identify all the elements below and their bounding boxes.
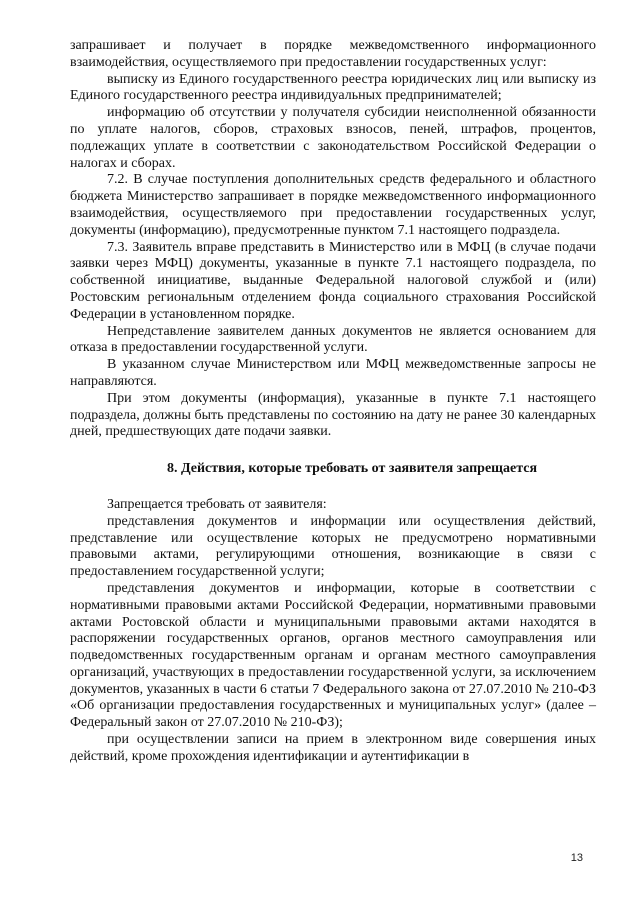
paragraph: информацию об отсутствии у получателя субсидии неисполненной обязанности по уплате налогов, сборов, страховых взносов, пеней, штрафов, процентов, подлежащих уплате в соответствии с законодательством Российской Федерации о налогах и сборах. — [70, 105, 596, 171]
paragraph: Запрещается требовать от заявителя: — [107, 496, 327, 512]
paragraph: 7.3. Заявитель вправе представить в Министерство или в МФЦ (в случае подачи заявки через МФЦ) документы, указанные в пункте 7.1 настоящего подраздела, по собственной инициативе, выданные Федеральной налоговой службой и (или) Ростовским региональным отделением фонда социального страхования Российской Федерации в установленном порядке. — [70, 239, 596, 322]
paragraph: В указанном случае Министерством или МФЦ межведомственные запросы не направляются. — [70, 357, 596, 389]
section-heading: 8. Действия, которые требовать от заявителя запрещается — [166, 461, 538, 477]
paragraph: выписку из Единого государственного реестра юридических лиц или выписку из Единого государственного реестра индивидуальных предпринимателей; — [70, 71, 596, 104]
paragraph: 7.2. В случае поступления дополнительных средств федерального и областного бюджета Министерство запрашивает в порядке межведомственного информационного взаимодействия, осуществляемого при предоставлении государственных услуг, документы (информацию), предусмотренные пунктом 7.1 настоящего подраздела. — [70, 172, 596, 238]
paragraph: Непредставление заявителем данных документов не является основанием для отказа в предоставлении государственной услуги. — [70, 323, 596, 356]
page-number: 13 — [570, 852, 583, 864]
paragraph: запрашивает и получает в порядке межведомственного информационного взаимодействия, осуществляемого при предоставлении государственных услуг: — [70, 38, 596, 70]
page-content — [70, 38, 596, 766]
paragraph: при осуществлении записи на прием в электронном виде совершения иных действий, кроме прохождения идентификации и аутентификации в — [70, 732, 596, 764]
paragraph: При этом документы (информация), указанные в пункте 7.1 настоящего подраздела, должны быть представлены по состоянию на дату не ранее 30 календарных дней, предшествующих дате подачи заявки. — [70, 390, 596, 440]
paragraph: представления документов и информации, которые в соответствии с нормативными правовыми актами Российской Федерации, нормативными правовыми актами Ростовской области и муниципальными правовыми актами находятся в распоряжении государственных органов, органов местного самоуправления или подведомственных государственным органам и органам местного самоуправления организаций, участвующих в предоставлении государственной услуги, за исключением документов, указанных в части 6 статьи 7 Федерального закона от 27.07.2010 № 210-ФЗ «Об организации предоставления государственных и муниципальных услуг» (далее – Федеральный закон от 27.07.2010 № 210-ФЗ); — [70, 580, 596, 731]
paragraph: представления документов и информации или осуществления действий, представление или осуществление которых не предусмотрено нормативными правовыми актами, регулирующими отношения, возникающие в связи с предоставлением государственной услуги; — [70, 513, 596, 580]
